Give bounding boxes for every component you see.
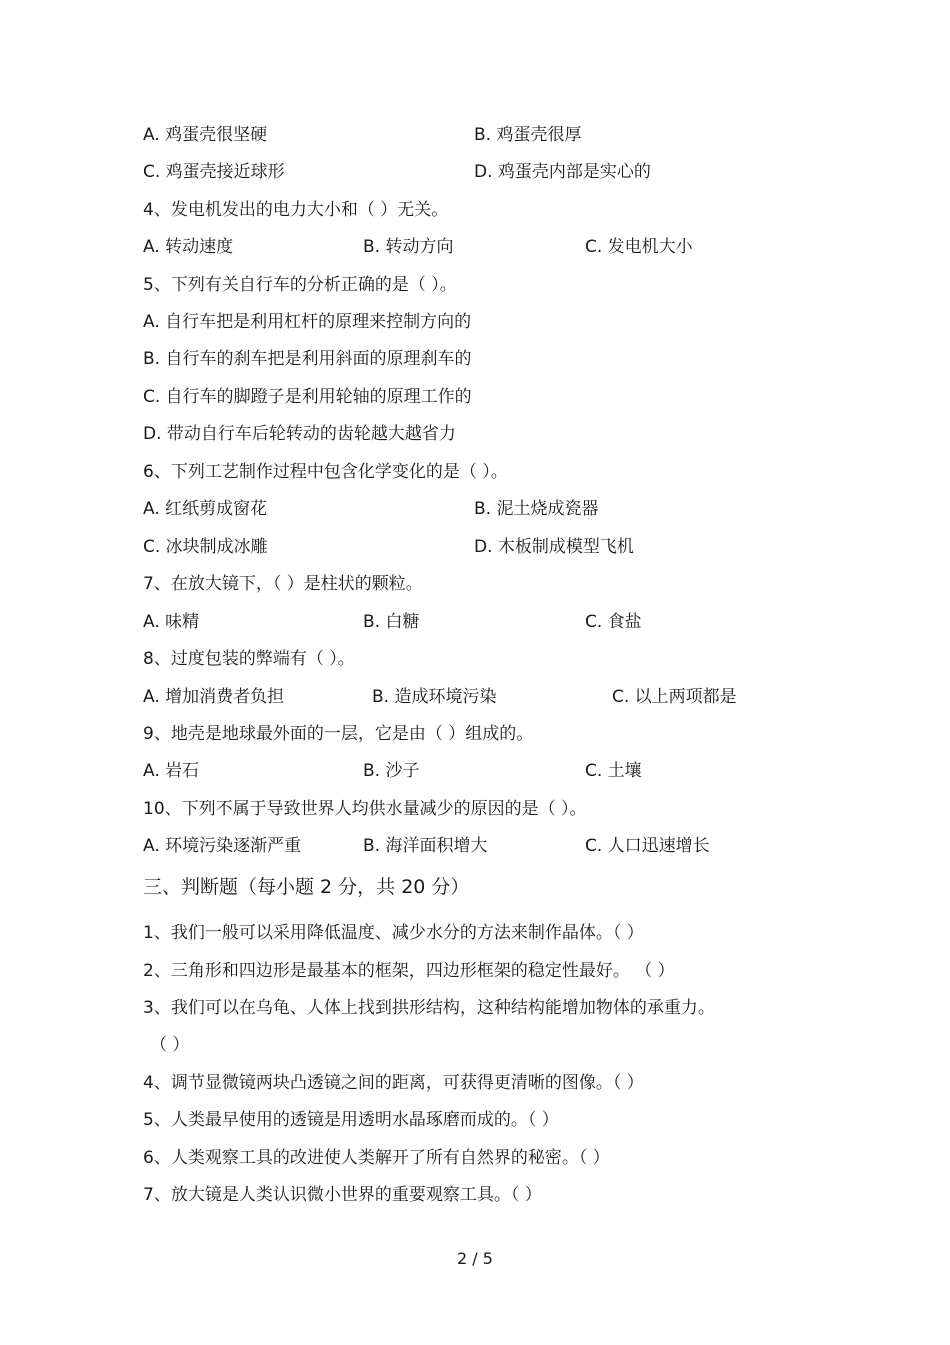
q6-option-a: A. 红纸剪成窗花 — [143, 499, 268, 519]
q3-option-a: A. 鸡蛋壳很坚硬 — [143, 125, 268, 145]
q10-question: 10、下列不属于导致世界人均供水量减少的原因的是（ ）。 — [143, 799, 587, 819]
q10-option-b: B. 海洋面积增大 — [363, 836, 488, 856]
q7-option-a: A. 味精 — [143, 612, 200, 632]
judge-item-3-paren: （ ） — [150, 1035, 190, 1055]
q9-question: 9、地壳是地球最外面的一层，它是由（ ）组成的。 — [143, 724, 534, 744]
q3-option-b: B. 鸡蛋壳很厚 — [474, 125, 582, 145]
q6-option-b: B. 泥土烧成瓷器 — [474, 499, 599, 519]
q9-option-b: B. 沙子 — [363, 761, 420, 781]
q4-question: 4、发电机发出的电力大小和（ ）无关。 — [143, 200, 449, 220]
q8-question: 8、过度包装的弊端有（ ）。 — [143, 649, 355, 669]
section-heading: 三、判断题（每小题 2 分，共 20 分） — [143, 876, 470, 898]
q10-option-c: C. 人口迅速增长 — [585, 836, 710, 856]
q7-option-b: B. 白糖 — [363, 612, 420, 632]
q8-option-a: A. 增加消费者负担 — [143, 687, 285, 707]
judge-item-7: 7、放大镜是人类认识微小世界的重要观察工具。（ ） — [143, 1185, 542, 1205]
judge-item-1: 1、我们一般可以采用降低温度、减少水分的方法来制作晶体。（ ） — [143, 923, 644, 943]
q7-option-c: C. 食盐 — [585, 612, 642, 632]
q5-option-d: D. 带动自行车后轮转动的齿轮越大越省力 — [143, 424, 456, 444]
q8-option-c: C. 以上两项都是 — [612, 687, 737, 707]
judge-item-5: 5、人类最早使用的透镜是用透明水晶琢磨而成的。（ ） — [143, 1110, 559, 1130]
page-number: 2 / 5 — [457, 1249, 493, 1268]
q5-question: 5、下列有关自行车的分析正确的是（ ）。 — [143, 275, 457, 295]
q4-option-a: A. 转动速度 — [143, 237, 234, 257]
q10-option-a: A. 环境污染逐渐严重 — [143, 836, 302, 856]
q5-option-a: A. 自行车把是利用杠杆的原理来控制方向的 — [143, 312, 472, 332]
q4-option-b: B. 转动方向 — [363, 237, 454, 257]
q6-option-d: D. 木板制成模型飞机 — [474, 537, 634, 557]
q3-option-d: D. 鸡蛋壳内部是实心的 — [474, 162, 651, 182]
q9-option-a: A. 岩石 — [143, 761, 200, 781]
q5-option-c: C. 自行车的脚蹬子是利用轮轴的原理工作的 — [143, 387, 472, 407]
judge-item-3: 3、我们可以在乌龟、人体上找到拱形结构，这种结构能增加物体的承重力。 — [143, 998, 715, 1018]
q6-option-c: C. 冰块制成冰雕 — [143, 537, 268, 557]
q7-question: 7、在放大镜下，（ ）是柱状的颗粒。 — [143, 574, 423, 594]
q3-option-c: C. 鸡蛋壳接近球形 — [143, 162, 285, 182]
q8-option-b: B. 造成环境污染 — [372, 687, 497, 707]
judge-item-6: 6、人类观察工具的改进使人类解开了所有自然界的秘密。（ ） — [143, 1148, 610, 1168]
judge-item-4: 4、调节显微镜两块凸透镜之间的距离，可获得更清晰的图像。（ ） — [143, 1073, 644, 1093]
judge-item-2: 2、三角形和四边形是最基本的框架，四边形框架的稳定性最好。 （ ） — [143, 961, 675, 981]
q5-option-b: B. 自行车的刹车把是利用斜面的原理刹车的 — [143, 349, 472, 369]
q6-question: 6、下列工艺制作过程中包含化学变化的是（ ）。 — [143, 462, 508, 482]
q9-option-c: C. 土壤 — [585, 761, 642, 781]
q4-option-c: C. 发电机大小 — [585, 237, 693, 257]
